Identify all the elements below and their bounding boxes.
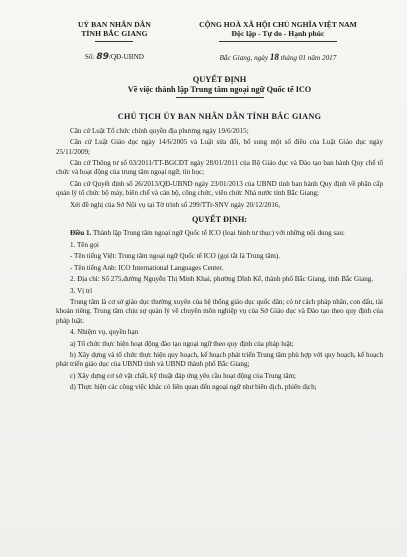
article-item: 3. Vị trí [70,286,93,295]
preamble-clause: Căn cứ Luật Tổ chức chính quyền địa phương ngày 19/6/2015; [70,126,249,135]
issue-date [173,52,383,62]
article-1 [56,229,383,238]
motto-underline [219,41,337,42]
agency-line-1: UỶ BAN NHÂN DÂN [77,20,151,29]
preamble-clause: Xét đề nghị của Sở Nội vụ tại Tờ trình số 299/TTr-SNV ngày 20/12/2016, [70,200,281,209]
nation-line: CỘNG HOÀ XÃ HỘI CHỦ NGHĨA VIỆT NAM [199,20,357,29]
date-suffix: tháng 01 năm 2017 [280,53,337,62]
ref-prefix: Số: [84,52,95,61]
ref-suffix: /QĐ-UBND [108,52,144,61]
article-item: - Tên tiếng Việt: Trung tâm ngoại ngữ Quốc tế ICO (gọi tắt là Trung tâm). [70,252,281,261]
issuing-authority: CHỦ TỊCH ỦY BAN NHÂN DÂN TỈNH BẮC GIANG [117,111,322,121]
preamble-clause: Căn cứ Quyết định số 26/2013/QĐ-UBND ngày 23/01/2013 của UBND tỉnh ban hành Quy định về phân cấp quản lý tổ chức bộ máy, biên chế và cán bộ, công chức, viên chức Nhà nước tỉnh Bắc Giang; [56,179,383,198]
reference-row [56,52,383,62]
document-number [56,52,173,62]
article-1-label: Điều 1. [70,229,92,238]
national-heading [173,20,383,42]
article-item: c) Xây dựng cơ sở vật chất, kỹ thuật đáp ứng yêu cầu hoạt động của Trung tâm; [70,371,296,380]
article-item: 2. Địa chỉ: Số 275,đường Nguyễn Thị Minh Khai, phường Dĩnh Kế, thành phố Bắc Giang, tỉnh Bắc Giang. [70,275,374,284]
subject-underline [176,97,264,98]
decision-heading: QUYẾT ĐỊNH: [191,215,248,225]
document-body [56,127,383,393]
article-1-text: Thành lập Trung tâm ngoại ngữ Quốc tế ICO (loại hình tư thục) với những nội dung sau: [92,229,345,238]
article-item: Trung tâm là cơ sở giáo dục thường xuyên của hệ thống giáo dục quốc dân; có tư cách pháp nhân, con dấu, tài khoản riêng. Trung tâm chịu sự quản lý về chuyên môn nghiệp vụ của Sở Giáo dục và Đào tạo theo quy định của pháp luật. [56,297,383,325]
document-subject: Về việc thành lập Trung tâm ngoại ngữ Quốc tế ICO [127,84,312,94]
agency-line-2: TỈNH BẮC GIANG [81,29,148,39]
preamble-clause: Căn cứ Thông tư số 03/2011/TT-BGCĐT ngày 28/01/2011 của Bộ Giáo dục và Đào tạo ban hành Quy chế tổ chức và hoạt động của trung tâm ngoại ngữ, tin học; [56,159,383,177]
agency-underline [95,41,133,42]
document-title: QUYẾT ĐỊNH [192,74,247,84]
preamble-clause: Căn cứ Luật Giáo dục ngày 14/6/2005 và Luật sửa đổi, bổ sung một số điều của Luật Giáo dục ngày 25/11/2009; [56,138,383,156]
ref-number: 89 [96,51,109,62]
article-item: - Tên tiếng Anh: ICO International Languages Center. [70,263,224,272]
motto-line: Độc lập - Tự do - Hạnh phúc [231,29,325,39]
article-item: d) Thực hiện các công việc khác có liên quan đến ngoại ngữ như biên dịch, phiên dịch; [70,383,317,392]
date-day: 18 [269,51,279,62]
issuing-agency [56,20,173,42]
article-item: a) Tổ chức thực hiện hoạt động đào tạo ngoại ngữ theo quy định của pháp luật; [70,339,294,348]
article-item: b) Xây dựng và tổ chức thực hiện quy hoạch, kế hoạch phát triển Trung tâm phù hợp với quy hoạch, kế hoạch phát triển giáo dục của UBND tỉnh và UBND thành phố Bắc Giang; [56,350,383,369]
document-header [56,20,383,42]
article-item: 1. Tên gọi [70,240,99,249]
article-item: 4. Nhiệm vụ, quyền hạn [70,328,139,337]
date-prefix: Bắc Giang, ngày [219,53,269,62]
